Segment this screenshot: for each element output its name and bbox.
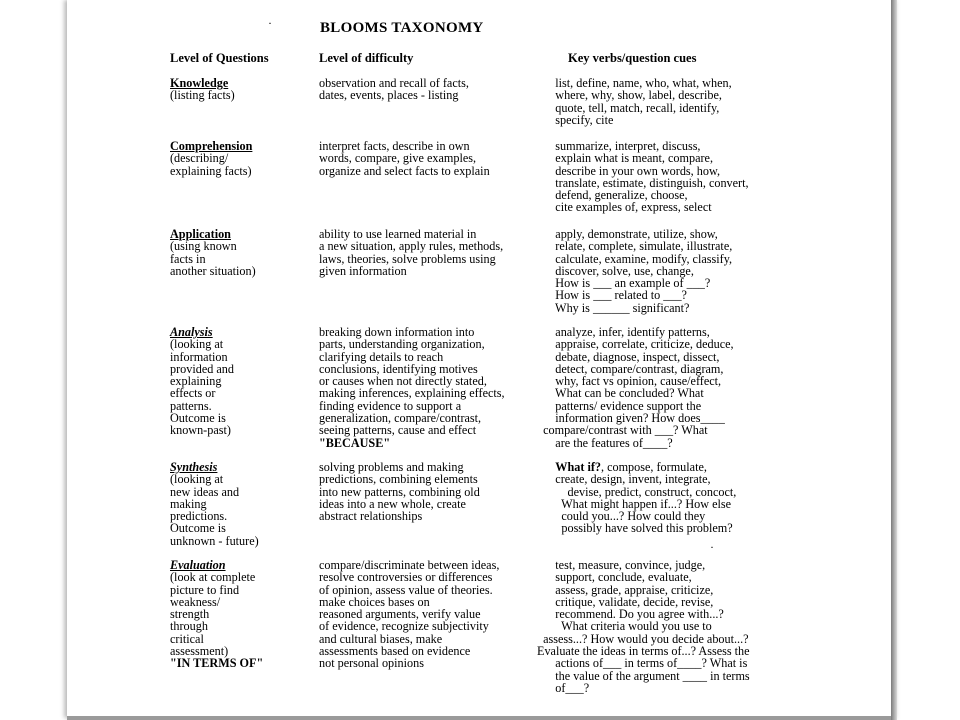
level-desc-line: "IN TERMS OF" — [170, 656, 264, 671]
level-desc-line: (looking at — [170, 472, 224, 487]
level-desc-line: provided and — [170, 361, 234, 376]
level-label-comprehension: Comprehension — [170, 139, 253, 153]
level-label-synthesis: Synthesis — [170, 460, 218, 474]
level-desc-line: new ideas and — [170, 484, 240, 499]
difficulty-line: solving problems and making — [319, 460, 464, 474]
stray-mark: · — [710, 540, 714, 554]
verbs-line: test, measure, convince, judge, — [537, 558, 706, 572]
verbs-line: specify, cite — [537, 112, 614, 127]
verbs-cell-synthesis — [537, 461, 736, 535]
level-desc-line: through — [170, 619, 208, 634]
level-desc-line: Outcome is — [170, 521, 226, 536]
verbs-line: appraise, correlate, criticize, deduce, — [537, 337, 734, 352]
difficulty-line: assessments based on evidence — [319, 644, 471, 659]
verbs-line: What if?, compose, formulate, — [555, 460, 707, 474]
difficulty-line: "BECAUSE" — [319, 435, 391, 450]
difficulty-line: observation and recall of facts, — [319, 76, 469, 90]
difficulty-line: predictions, combining elements — [319, 472, 478, 487]
level-desc-line: weakness/ — [170, 594, 221, 609]
difficulty-line: finding evidence to support a — [319, 398, 462, 413]
level-desc-line: (listing facts) — [170, 88, 235, 103]
difficulty-line: breaking down information into — [319, 325, 475, 339]
verbs-lead: What if? — [555, 460, 601, 474]
verbs-cell-knowledge — [537, 77, 732, 126]
level-cell-comprehension — [170, 140, 252, 177]
level-desc-line: (looking at — [170, 337, 224, 352]
level-desc-line: another situation) — [170, 263, 256, 278]
verbs-line: actions of___ in terms of____? What is — [537, 656, 748, 671]
verbs-line: summarize, interpret, discuss, — [537, 139, 701, 153]
verbs-line: recommend. Do you agree with...? — [537, 607, 724, 622]
level-label-application: Application — [170, 227, 231, 241]
verbs-line: assess, grade, appraise, criticize, — [537, 582, 714, 597]
page-bottom-edge — [67, 716, 891, 720]
level-desc-line: explaining facts) — [170, 163, 252, 178]
difficulty-line: making inferences, explaining effects, — [319, 386, 505, 401]
level-desc-line: unknown - future) — [170, 533, 259, 548]
difficulty-line: not personal opinions — [319, 656, 424, 671]
level-desc-line: critical — [170, 631, 204, 646]
page-right-edge — [891, 0, 897, 720]
level-desc-line: making — [170, 496, 207, 511]
difficulty-line: ability to use learned material in — [319, 227, 477, 241]
verbs-line: quote, tell, match, recall, identify, — [537, 100, 720, 115]
difficulty-line: of opinion, assess value of theories. — [319, 582, 493, 597]
verbs-cell-comprehension — [537, 140, 749, 214]
level-label-knowledge: Knowledge — [170, 76, 229, 90]
difficulty-line: into new patterns, combining old — [319, 484, 480, 499]
difficulty-line: generalization, compare/contrast, — [319, 411, 482, 426]
verbs-line: compare/contrast with ___? What — [537, 423, 708, 438]
level-desc-line: (using known — [170, 239, 237, 254]
level-desc-line: picture to find — [170, 582, 240, 597]
verbs-line: patterns/ evidence support the — [537, 398, 702, 413]
difficulty-line: abstract relationships — [319, 509, 423, 524]
level-cell-knowledge — [170, 77, 235, 102]
verbs-line: What can be concluded? What — [537, 386, 704, 401]
verbs-line: the value of the argument ____ in terms — [537, 668, 750, 683]
stray-mark: · — [268, 16, 272, 30]
verbs-line: translate, estimate, distinguish, convert, — [537, 175, 749, 190]
level-desc-line: (look at complete — [170, 570, 256, 585]
verbs-line: information given? How does____ — [537, 411, 725, 426]
difficulty-line: compare/discriminate between ideas, — [319, 558, 500, 572]
difficulty-line: interpret facts, describe in own — [319, 139, 470, 153]
verbs-line: calculate, examine, modify, classify, — [537, 251, 733, 266]
verbs-line: debate, diagnose, inspect, dissect, — [537, 349, 720, 364]
difficulty-line: laws, theories, solve problems using — [319, 251, 496, 266]
difficulty-line: seeing patterns, cause and effect — [319, 423, 477, 438]
difficulty-line: words, compare, give examples, — [319, 151, 477, 166]
verbs-line: are the features of____? — [537, 435, 673, 450]
difficulty-line: and cultural biases, make — [319, 631, 443, 646]
verbs-line: explain what is meant, compare, — [537, 151, 713, 166]
verbs-line: Why is ______ significant? — [537, 300, 690, 315]
verbs-line: of___? — [537, 680, 590, 695]
difficulty-line: of evidence, recognize subjectivity — [319, 619, 489, 634]
level-desc-line: facts in — [170, 251, 206, 266]
difficulty-line: resolve controversies or differences — [319, 570, 493, 585]
difficulty-cell-comprehension — [319, 140, 490, 177]
level-cell-evaluation — [170, 559, 263, 670]
verbs-cell-application — [537, 228, 732, 314]
verbs-line: How is ___ an example of ___? — [537, 276, 711, 291]
difficulty-line: given information — [319, 263, 407, 278]
difficulty-cell-knowledge — [319, 77, 469, 102]
level-desc-line: effects or — [170, 386, 216, 401]
verbs-line: defend, generalize, choose, — [537, 188, 688, 203]
difficulty-line: conclusions, identifying motives — [319, 361, 478, 376]
level-cell-application — [170, 228, 256, 277]
verbs-line: What might happen if...? How else — [537, 496, 732, 511]
verbs-line: discover, solve, use, change, — [537, 263, 694, 278]
verbs-cell-evaluation — [537, 559, 750, 694]
difficulty-cell-evaluation — [319, 559, 499, 670]
level-desc-line: information — [170, 349, 228, 364]
difficulty-line: clarifying details to reach — [319, 349, 444, 364]
verbs-line: where, why, show, label, describe, — [537, 88, 722, 103]
difficulty-cell-analysis — [319, 326, 505, 449]
verbs-cell-analysis — [537, 326, 734, 449]
difficulty-line: a new situation, apply rules, methods, — [319, 239, 504, 254]
header-level-difficulty: Level of difficulty — [319, 51, 414, 65]
verbs-line: possibly have solved this problem? — [537, 521, 733, 536]
difficulty-line: reasoned arguments, verify value — [319, 607, 481, 622]
verbs-line: apply, demonstrate, utilize, show, — [537, 227, 718, 241]
verbs-line: critique, validate, decide, revise, — [537, 594, 714, 609]
level-desc-line: patterns. — [170, 398, 212, 413]
verbs-line: What criteria would you use to — [537, 619, 712, 634]
difficulty-line: ideas into a new whole, create — [319, 496, 466, 511]
verbs-line: cite examples of, express, select — [537, 200, 712, 215]
header-level-questions: Level of Questions — [170, 51, 269, 65]
level-desc-line: explaining — [170, 374, 222, 389]
verbs-line: why, fact vs opinion, cause/effect, — [537, 374, 722, 389]
level-cell-synthesis — [170, 461, 259, 547]
level-label-analysis: Analysis — [170, 325, 213, 339]
level-desc-line: assessment) — [170, 644, 229, 659]
verbs-line: devise, predict, construct, concoct, — [537, 484, 737, 499]
header-key-verbs: Key verbs/question cues — [568, 51, 697, 65]
verbs-line: assess...? How would you decide about...? — [537, 631, 749, 646]
difficulty-line: dates, events, places - listing — [319, 88, 459, 103]
verbs-line: list, define, name, who, what, when, — [537, 76, 732, 90]
verbs-line: analyze, infer, identify patterns, — [537, 325, 710, 339]
difficulty-line: make choices bases on — [319, 594, 430, 609]
difficulty-line: or causes when not directly stated, — [319, 374, 487, 389]
verbs-line: Evaluate the ideas in terms of...? Assess the — [537, 644, 750, 659]
verbs-line: could you...? How could they — [537, 509, 706, 524]
level-cell-analysis — [170, 326, 234, 437]
level-desc-line: strength — [170, 607, 210, 622]
level-desc-line: (describing/ — [170, 151, 229, 166]
level-desc-line: Outcome is — [170, 411, 226, 426]
verbs-line: detect, compare/contrast, diagram, — [537, 361, 724, 376]
document-title: BLOOMS TAXONOMY — [320, 20, 484, 36]
difficulty-cell-application — [319, 228, 503, 277]
verbs-line: create, design, invent, integrate, — [537, 472, 711, 487]
level-desc-line: predictions. — [170, 509, 228, 524]
difficulty-line: parts, understanding organization, — [319, 337, 485, 352]
verbs-line: How is ___ related to ___? — [537, 288, 687, 303]
verbs-line: support, conclude, evaluate, — [537, 570, 692, 585]
difficulty-line: organize and select facts to explain — [319, 163, 490, 178]
verbs-line: relate, complete, simulate, illustrate, — [537, 239, 733, 254]
verbs-line: describe in your own words, how, — [537, 163, 721, 178]
level-desc-line: known-past) — [170, 423, 231, 438]
level-label-evaluation: Evaluation — [170, 558, 226, 572]
difficulty-cell-synthesis — [319, 461, 480, 522]
